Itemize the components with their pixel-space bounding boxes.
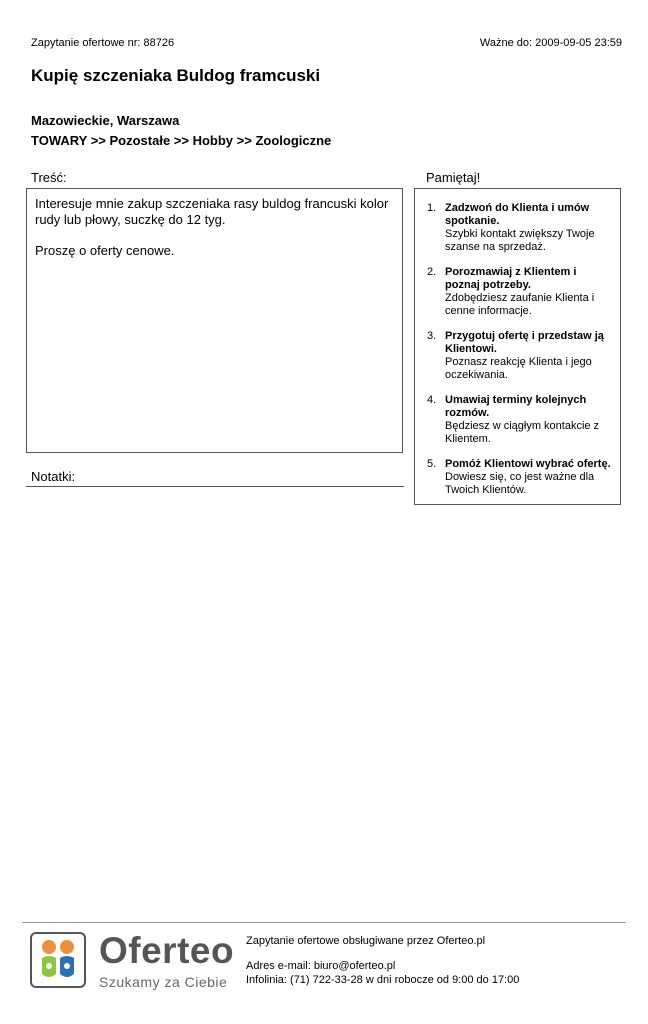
valid-until: Ważne do: 2009-09-05 23:59 [479, 37, 622, 49]
content-label: Treść: [31, 170, 67, 185]
notes-line [26, 486, 404, 487]
tip-text: Szybki kontakt zwiększy Twoje szanse na sprzedaż. [445, 228, 595, 253]
tip-text: Zdobędziesz zaufanie Klienta i cenne informacje. [445, 292, 595, 317]
footer-hotline-line: Infolinia: (71) 722-33-28 w dni robocze od 9:00 do 17:00 [246, 974, 520, 986]
tip-item [423, 202, 612, 254]
logo-name: Oferteo [99, 930, 235, 971]
location: Mazowieckie, Warszawa [31, 113, 180, 128]
tip-heading: Porozmawiaj z Klientem i poznaj potrzeby. [445, 266, 577, 291]
notes-label: Notatki: [31, 469, 76, 484]
footer-divider [22, 922, 626, 923]
tip-number: 4. [427, 394, 437, 406]
logo-tagline: Szukamy za Ciebie [99, 974, 228, 990]
footer-info [246, 934, 519, 987]
tips-list [423, 202, 612, 497]
tip-text: Będziesz w ciągłym kontakcie z Klientem. [445, 420, 600, 445]
footer-email-line: Adres e-mail: biuro@oferteo.pl [246, 960, 396, 972]
content-paragraph-2: Proszę o oferty cenowe. [35, 243, 175, 258]
tip-text: Poznasz reakcję Klienta i jego oczekiwania. [445, 356, 592, 381]
content-paragraph-1: Interesuje mnie zakup szczeniaka rasy buldog francuski kolor rudy lub płowy, suczkę do 12 tyg. [35, 196, 389, 227]
tip-item [423, 394, 612, 446]
tip-heading: Pomóż Klientowi wybrać ofertę. [445, 458, 611, 470]
tip-heading: Przygotuj ofertę i przedstaw ją Klientowi. [445, 330, 604, 355]
tip-heading: Zadzwoń do Klienta i umów spotkanie. [445, 202, 590, 227]
tip-number: 2. [427, 266, 437, 278]
tip-item [423, 458, 612, 497]
category-breadcrumb: TOWARY >> Pozostałe >> Hobby >> Zoologiczne [31, 133, 332, 148]
tip-item [423, 266, 612, 318]
tips-box [414, 188, 621, 505]
tip-number: 3. [427, 330, 437, 342]
tip-item [423, 330, 612, 382]
tip-number: 5. [427, 458, 437, 470]
tip-heading: Umawiaj terminy kolejnych rozmów. [445, 394, 587, 419]
remember-label: Pamiętaj! [426, 170, 481, 185]
request-number: Zapytanie ofertowe nr: 88726 [31, 37, 175, 49]
logo-icon [30, 932, 86, 988]
content-box [26, 188, 403, 453]
tip-text: Dowiesz się, co jest ważne dla Twoich Klientów. [445, 471, 595, 496]
oferteo-logo [30, 932, 235, 994]
tip-number: 1. [427, 202, 437, 214]
page-title: Kupię szczeniaka Buldog framcuski [31, 66, 321, 85]
footer-service-line: Zapytanie ofertowe obsługiwane przez Oferteo.pl [246, 935, 486, 947]
